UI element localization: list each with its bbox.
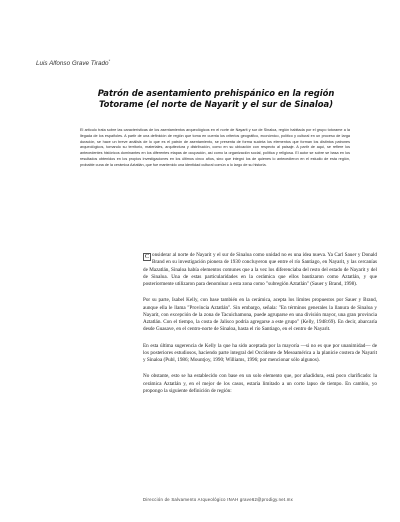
body-paragraph-1-text: onsiderar al norte de Nayarit y el sur de Sinaloa como unidad no es una idea nueva. Ya Carl Sauer y Donald Brand en su investigación pionera de 1930 concluyeron que entre el río Santiago, en Nayarit, y las cercanías de Mazatlán, Sinaloa había elementos comunes que a la vez los diferenciaba del resto del estado de Nayarit y del de Sinaloa. Una de estas particularidades en la cerámica que ellos bautizaron como Aztatlán, y que posteriormente utilizaron para denominar a esta zona como "subregión Aztatlán" (Sauer y Brand, 1998). [143,252,377,287]
article-body [143,252,377,404]
title-line-2: Totorame (el norte de Nayarit y el sur de Sinaloa) [98,99,334,109]
author-line [36,58,110,67]
drop-cap: C [144,253,150,260]
page-footer: Dirección de Salvamento Arqueológico INAH grave62@prodigy.net.mx [143,497,293,502]
author-name: Luis Alfonso Grave Tirado [36,60,109,68]
title-line-1: Patrón de asentamiento prehispánico en la región [97,88,335,98]
article-title [66,88,366,110]
body-paragraph-2: Por su parte, Isabel Kelly, con base también en la cerámica, acepta los límites propuestos por Sauer y Brand, aunque ella le llama "Provincia Aztatlán". Sin embargo, señala: "En términos generales la llanura de Sinaloa y Nayarit, con excepción de la zona de Tacuichamona, puede agruparse en una división mayor, una gran provincia Aztatlán. Con el tiempo, la costa de Jalisco podría agregarse a este grupo" (Kelly, 1948:69). En decir, abarcaría desde Guasave, en el centro-norte de Sinaloa, hasta el río Santiago, en el centro de Nayarit. [143,297,377,333]
body-paragraph-3: En esta última sugerencia de Kelly la que ha sido aceptada por la mayoría —si no es que por unanimidad— de los posteriores estudiosos, haciendo parte integral del Occidente de Mesoamérica a la planicie costera de Nayarit y Sinaloa (Publ, 1986; Mountjoy, 1990; Williams, 1996; por mencionar sólo algunos). [143,342,377,363]
author-footnote-mark: * [108,58,111,63]
body-paragraph-1 [143,252,377,288]
abstract: El artículo trata sobre las características de los asentamientos arqueológicos en el norte de Nayarit y sur de Sinaloa, región habitada por el grupo totorame a la llegada de los españoles. A partir de una definición de región que toma en cuenta los criterios geográfico, económico, político y cultural en un proceso de larga duración, se hace un breve análisis de lo que es el patrón de asentamiento, se presenta de forma sucinta los elementos que forman los distintos patrones arqueológicos, tomando su territorio, materiales, arquitectura y distribución, como en su ubicación con respecto al paisaje. A partir de aquí, se refiere los antecedentes históricos dominantes en los diferentes etapas de ocupación, así como la organización social, política y religiosa. El autor se sobre se basa en los resultados obtenidos en los propios investigaciones en los últimos cinco años, sino que integró los de quienes lo antecedieron en el estudio de esta región, probable cuna de la cerámica Aztatlán, que fue mantenido una identidad cultural común a lo largo de su historia. [80,128,350,167]
body-paragraph-4: No obstante, esto se ha establecido con base en un solo elemento que, por añadidura, está poco clarificado: la cerámica Aztatlán y, en el mejor de los casos, estaría limitado a un corto lapso de tiempo. En cambio, yo propongo la siguiente definición de región: [143,373,377,394]
